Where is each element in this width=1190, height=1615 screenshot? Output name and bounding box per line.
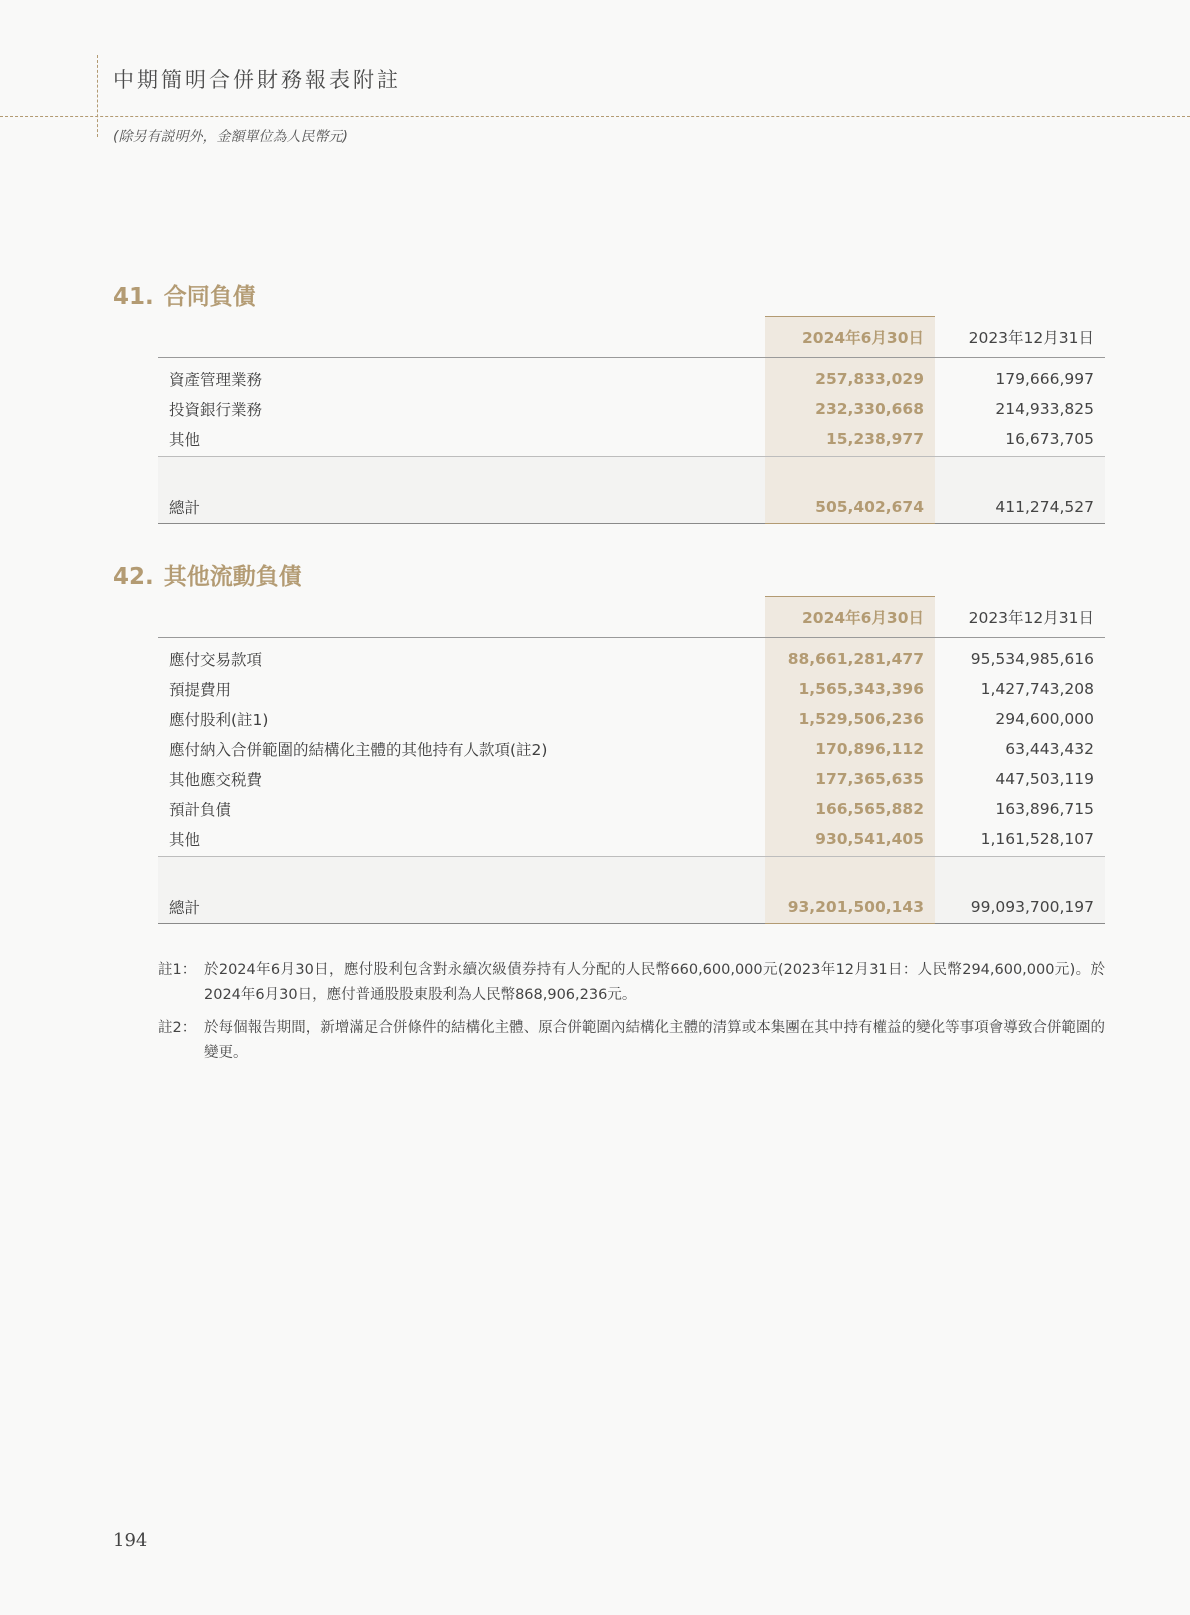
table-row bbox=[158, 638, 1105, 675]
footnote-tag: 註1： bbox=[158, 962, 197, 978]
row-previous-value: 214,933,825 bbox=[995, 400, 1094, 418]
other-current-liabilities-table bbox=[158, 596, 1105, 924]
footnote-text: 於2024年6月30日，應付股利包含對永續次級債券持有人分配的人民幣660,600,000元(2023年12月31日：人民幣294,600,000元)。於2024年6月30日，應付普通股股東股利為人民幣868,906,236元。 bbox=[204, 962, 1105, 1003]
total-previous-value: 411,274,527 bbox=[935, 491, 1105, 524]
total-previous-value: 99,093,700,197 bbox=[935, 891, 1105, 924]
row-label: 預計負債 bbox=[169, 801, 232, 819]
row-previous-value: 95,534,985,616 bbox=[970, 650, 1094, 668]
table-row bbox=[158, 734, 1105, 764]
row-label: 應付納入合併範圍的結構化主體的其他持有人款項(註2) bbox=[169, 741, 548, 759]
row-label: 資產管理業務 bbox=[169, 371, 263, 389]
row-label: 應付股利(註1) bbox=[169, 711, 269, 729]
row-current-value: 177,365,635 bbox=[765, 764, 935, 794]
table-row bbox=[158, 424, 1105, 457]
row-current-value: 1,529,506,236 bbox=[765, 704, 935, 734]
footnote-text: 於每個報告期間，新增滿足合併條件的結構化主體、原合併範圍內結構化主體的清算或本集團在其中持有權益的變化等事項會導致合併範圍的變更。 bbox=[204, 1020, 1105, 1061]
table-header-row bbox=[158, 317, 1105, 358]
row-previous-value: 447,503,119 bbox=[995, 770, 1094, 788]
table-row bbox=[158, 704, 1105, 734]
row-current-value: 1,565,343,396 bbox=[765, 674, 935, 704]
row-previous-value: 1,427,743,208 bbox=[980, 680, 1094, 698]
section-41-heading bbox=[113, 278, 256, 311]
table-row bbox=[158, 824, 1105, 857]
row-label: 其他應交税費 bbox=[169, 771, 263, 789]
table-total-row bbox=[158, 891, 1105, 924]
table-header-row bbox=[158, 597, 1105, 638]
row-previous-value: 16,673,705 bbox=[1005, 430, 1094, 448]
section-42-title: 其他流動負債 bbox=[163, 564, 302, 590]
total-current-value: 93,201,500,143 bbox=[765, 891, 935, 924]
table-row bbox=[158, 394, 1105, 424]
row-previous-value: 63,443,432 bbox=[1005, 740, 1094, 758]
column-header-current: 2024年6月30日 bbox=[765, 597, 935, 638]
table-total-row bbox=[158, 491, 1105, 524]
column-header-current: 2024年6月30日 bbox=[765, 317, 935, 358]
row-current-value: 930,541,405 bbox=[765, 824, 935, 857]
column-header-previous: 2023年12月31日 bbox=[935, 317, 1105, 358]
row-current-value: 232,330,668 bbox=[765, 394, 935, 424]
column-header-previous: 2023年12月31日 bbox=[935, 597, 1105, 638]
table-spacer-row bbox=[158, 857, 1105, 892]
row-current-value: 170,896,112 bbox=[765, 734, 935, 764]
row-label: 其他 bbox=[169, 831, 201, 849]
page-header-title: 中期簡明合併財務報表附註 bbox=[113, 68, 401, 92]
footnote-tag: 註2： bbox=[158, 1020, 197, 1036]
row-previous-value: 179,666,997 bbox=[995, 370, 1094, 388]
row-current-value: 166,565,882 bbox=[765, 794, 935, 824]
header-vertical-rule bbox=[97, 55, 98, 137]
footnote bbox=[158, 1016, 1105, 1066]
row-previous-value: 1,161,528,107 bbox=[980, 830, 1094, 848]
table-row bbox=[158, 794, 1105, 824]
footnotes bbox=[158, 958, 1105, 1074]
row-label: 投資銀行業務 bbox=[169, 401, 263, 419]
row-previous-value: 163,896,715 bbox=[995, 800, 1094, 818]
table-row bbox=[158, 358, 1105, 395]
page-header-subtitle: (除另有説明外，金額單位為人民幣元) bbox=[113, 129, 348, 145]
table-spacer-row bbox=[158, 457, 1105, 492]
contract-liabilities-table bbox=[158, 316, 1105, 524]
total-label: 總計 bbox=[158, 891, 765, 924]
row-previous-value: 294,600,000 bbox=[995, 710, 1094, 728]
total-current-value: 505,402,674 bbox=[765, 491, 935, 524]
header-horizontal-rule bbox=[0, 116, 1190, 117]
total-label: 總計 bbox=[158, 491, 765, 524]
row-current-value: 257,833,029 bbox=[765, 358, 935, 395]
row-label: 預提費用 bbox=[169, 681, 232, 699]
row-label: 應付交易款項 bbox=[169, 651, 263, 669]
table-row bbox=[158, 764, 1105, 794]
page-number: 194 bbox=[113, 1530, 148, 1551]
section-41-title: 合同負債 bbox=[163, 284, 256, 310]
section-42-heading bbox=[113, 558, 302, 591]
section-41-number: 41. bbox=[113, 284, 154, 310]
footnote bbox=[158, 958, 1105, 1008]
row-current-value: 88,661,281,477 bbox=[765, 638, 935, 675]
section-42-number: 42. bbox=[113, 564, 154, 590]
table-row bbox=[158, 674, 1105, 704]
row-label: 其他 bbox=[169, 431, 201, 449]
row-current-value: 15,238,977 bbox=[765, 424, 935, 457]
